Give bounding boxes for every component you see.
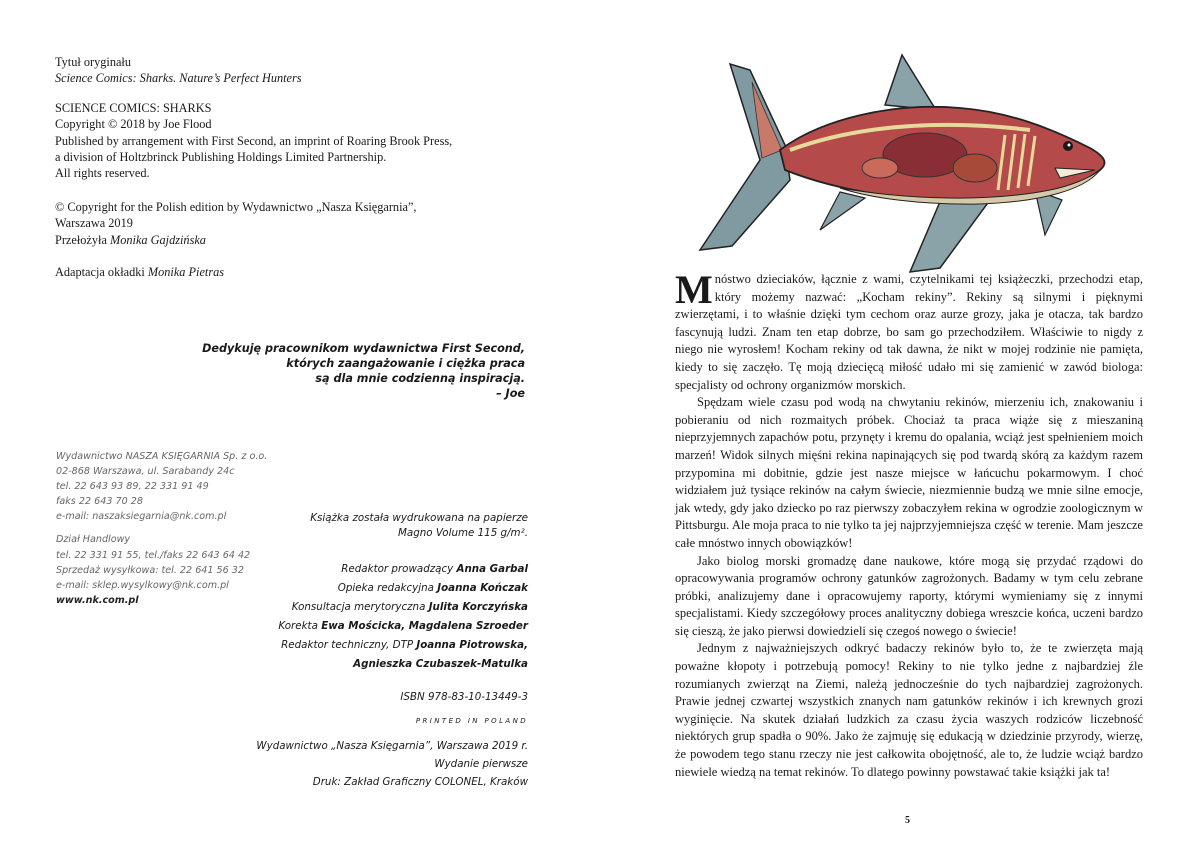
mail-email: e-mail: sklep.wysylkowy@nk.com.pl bbox=[56, 579, 229, 591]
dedication-signature: – Joe bbox=[496, 387, 525, 400]
polish-edition-block bbox=[55, 199, 417, 248]
dedication-line: są dla mnie codzienną inspiracją. bbox=[315, 372, 525, 385]
mail-sales: Sprzedaż wysyłkowa: tel. 22 641 56 32 bbox=[56, 564, 245, 576]
credit-role: Redaktor prowadzący bbox=[341, 563, 454, 575]
imprint bbox=[208, 737, 528, 791]
credit-name: Agnieszka Czubaszek-Matulka bbox=[353, 658, 528, 670]
translator-label: Przełożyła bbox=[55, 232, 107, 247]
original-title-label: Tytuł oryginału bbox=[55, 55, 131, 69]
article-paragraph bbox=[675, 267, 1143, 394]
credit-role: Redaktor techniczny, DTP bbox=[281, 639, 414, 651]
article bbox=[675, 267, 1143, 781]
credit-row bbox=[208, 655, 528, 674]
website: www.nk.com.pl bbox=[56, 594, 139, 606]
right-page bbox=[600, 0, 1200, 852]
published-line: Published by arrangement with First Second, an imprint of Roaring Brook Press, bbox=[55, 133, 453, 148]
dedication-line: których zaangażowanie i ciężka praca bbox=[286, 357, 525, 370]
original-title: Science Comics: Sharks. Nature’s Perfect Hunters bbox=[55, 71, 302, 86]
polish-edition-line: © Copyright for the Polish edition by Wydawnictwo „Nasza Księgarnia”, bbox=[55, 200, 417, 214]
printed-in: PRINTED IN POLAND bbox=[415, 717, 528, 725]
credit-role: Opieka redakcyjna bbox=[337, 582, 434, 594]
paper-line: Magno Volume 115 g/m². bbox=[398, 527, 528, 539]
paper-line: Książka została wydrukowana na papierze bbox=[310, 512, 528, 524]
credit-row bbox=[208, 617, 528, 636]
publisher-phone: tel. 22 643 93 89, 22 331 91 49 bbox=[56, 481, 209, 493]
original-title-block bbox=[55, 54, 302, 87]
credit-role: Konsultacja merytoryczna bbox=[291, 601, 426, 613]
dedication-line: Dedykuję pracownikom wydawnictwa First Second, bbox=[202, 342, 525, 355]
article-paragraph: Jednym z najważniejszych odkryć badaczy rekinów było to, że te zwierzęta mają poważne kłopoty i potrzebują pomocy! Rekiny to nie tylko jedne z najbardziej źle rozumianych zwierząt na Ziemi, należą jednocześnie do tych najbardziej zagrożonych. Prawie jednej czwartej wszystkich znanych nam gatunków rekinów i ich krewnych grozi wyginięcie. Na skutek działań ludzkich za czasu życia waszych rodziców liczebność niektórych grup spadła o 90%. Jako że zajmuję się edukacją w dziedzinie przyrody, wierzę, że powodem tego stanu rzeczy nie jest całkowita obojętność, ale to, że ludzie wciąż bardzo niewiele wiedzą na temat rekinów. To dlatego powinny powstawać takie książki jak ta! bbox=[675, 641, 1143, 779]
dedication bbox=[195, 341, 525, 401]
drop-cap: M bbox=[675, 267, 713, 312]
credit-name: Ewa Mościcka, Magdalena Szroeder bbox=[321, 620, 528, 632]
translator-line bbox=[55, 232, 417, 248]
polish-edition-line: Warszawa 2019 bbox=[55, 216, 133, 231]
cover-label: Adaptacja okładki bbox=[55, 265, 145, 279]
cover-adaptation bbox=[55, 264, 224, 280]
credit-name: Julita Korczyńska bbox=[428, 601, 528, 613]
credit-row bbox=[208, 560, 528, 579]
book-title: SCIENCE COMICS: SHARKS bbox=[55, 101, 212, 115]
credit-name: Joanna Kończak bbox=[437, 582, 528, 594]
sales-label: Dział Handlowy bbox=[56, 534, 131, 546]
isbn: ISBN 978-83-10-13449-3 bbox=[400, 691, 528, 703]
publisher-address: 02-868 Warszawa, ul. Sarabandy 24c bbox=[56, 466, 235, 478]
publisher-email: e-mail: naszaksiegarnia@nk.com.pl bbox=[56, 511, 227, 523]
credit-row bbox=[208, 598, 528, 617]
sales-phone: tel. 22 331 91 55, tel./faks 22 643 64 42 bbox=[56, 549, 251, 561]
rights-line: All rights reserved. bbox=[55, 166, 150, 181]
article-paragraph: Spędzam wiele czasu pod wodą na chwytaniu rekinów, mierzeniu ich, znakowaniu i pobieraniu od nich rozmaitych próbek. Chociaż ta praca wiąże się z mieszaniną nieprzyjemnych zapachów potu, przynęty i kremu do opalania, wciąż jest spełnieniem moich marzeń! Widok silnych mięśni rekina napinających się pod twardą skórą za każdym razem przypomina mi dobitnie, gdzie jest nasze miejsce w łańcuchu pokarmowym. I choć widziałem już tysiące rekinów na całym świecie, niezmiennie budzą we mnie silne emocje, jak wtedy, gdy jako dziecko po raz pierwszy zobaczyłem rekina w ogrodzie zoologicznym w Pittsburgu. Ale moja praca to nie tylko ta jej najprzyjemniejsza część w terenie. Mam jeszcze całe mnóstwo innych obowiązków! bbox=[675, 395, 1143, 550]
page-number: 5 bbox=[905, 815, 910, 826]
credit-name: Joanna Piotrowska, bbox=[416, 639, 528, 651]
cover-name: Monika Pietras bbox=[147, 265, 225, 279]
credit-role: Korekta bbox=[278, 620, 318, 632]
imprint-line: Wydanie pierwsze bbox=[434, 758, 528, 770]
copyright-line: Copyright © 2018 by Joe Flood bbox=[55, 117, 212, 132]
paper-info bbox=[208, 511, 528, 541]
publisher-fax: faks 22 643 70 28 bbox=[56, 496, 143, 508]
article-paragraph: Jako biolog morski gromadzę dane naukowe, które mogą się przydać rządowi do opracowywania programów ochrony gatunków zagrożonych. Badamy w tym celu zebrane próbki, analizujemy dane i opracowujemy raporty, którymi wymieniamy się z innymi specjalistami. Kiedy szczegółowy proces analityczny dobiega wreszcie końca, uczeni bardzo się cieszą, że jako pierwsi dowiedzieli się czegoś nowego o świecie! bbox=[675, 553, 1143, 638]
shark-anatomy-illustration bbox=[690, 50, 1120, 280]
paragraph-text: nóstwo dzieciaków, łącznie z wami, czytelnikami tej książeczki, przechodzi etap, który możemy nazwać: „Kocham rekiny”. Rekiny są silnymi i pięknymi zwierzętami, i to właśnie dzięki tym cechom oraz aurze grozy, jaka je otacza, tak bardzo fascynują ludzi. Znam ten etap dobrze, bo sam go przechodziłem. Właściwie to nigdy z niego nie wyrosłem! Kocham rekiny od tak dawna, że nikt w mojej rodzinie nie pamięta, kiedy to się zaczęło. Tę moją dziecięcą miłość udało mi się zamienić w zawód biologa: specjalisty od ochrony organizmów morskich. bbox=[675, 272, 1143, 392]
copyright-block bbox=[55, 100, 452, 181]
credit-name: Anna Garbal bbox=[456, 563, 528, 575]
credits-list bbox=[208, 560, 528, 674]
translator-name: Monika Gajdzińska bbox=[109, 232, 206, 247]
imprint-line: Wydawnictwo „Nasza Księgarnia”, Warszawa 2019 r. bbox=[256, 740, 528, 752]
published-line: a division of Holtzbrinck Publishing Holdings Limited Partnership. bbox=[55, 149, 387, 164]
publisher-name: Wydawnictwo NASZA KSIĘGARNIA Sp. z o.o. bbox=[56, 451, 268, 462]
credit-row bbox=[208, 579, 528, 598]
credit-row bbox=[208, 636, 528, 655]
imprint-line: Druk: Zakład Graficzny COLONEL, Kraków bbox=[312, 776, 528, 788]
